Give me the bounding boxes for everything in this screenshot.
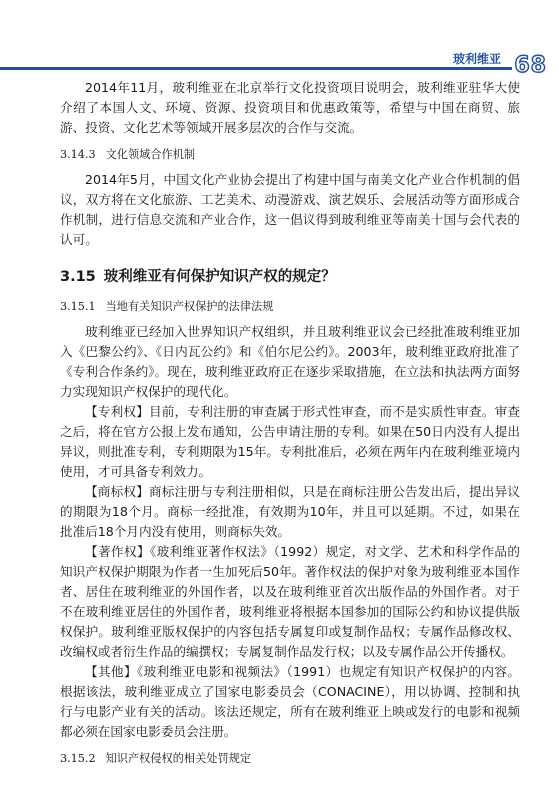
paragraph-patent: 【专利权】目前，专利注册的审查属于形式性审查，而不是实质性审查。审查之后，将在官方公报上发布通知，公告申请注册的专利。如果在50日内没有人提出异议，则批准专利，专利期限为15年。专利批准后，必须在两年内在玻利维亚境内使用，才可具备专利效力。	[60, 404, 520, 479]
heading-number: 3.15.1	[60, 300, 96, 313]
paragraph-other: 【其他】《玻利维亚电影和视频法》（1991）也规定有知识产权保护的内容。根据该法，玻利维亚成立了国家电影委员会（CONACINE），用以协调、控制和执行与电影产业有关的活动。该法还规定，所有在玻利维亚上映或发行的电影和视频都必须在国家电影委员会注册。	[60, 664, 520, 739]
paragraph: 2014年5月，中国文化产业协会提出了构建中国与南美文化产业合作机制的倡议，双方将在文化旅游、工艺美术、动漫游戏、演艺娱乐、会展活动等方面形成合作机制，进行信息交流和产业合作，这一倡议得到玻利维亚等南美十国与会代表的认可。	[60, 172, 520, 247]
section-heading-3-15	[60, 266, 520, 288]
heading-title: 文化领域合作机制	[105, 148, 196, 161]
page-number: 68	[514, 53, 547, 78]
heading-number: 3.15.2	[60, 752, 96, 765]
header-rule	[0, 67, 512, 70]
heading-title: 知识产权侵权的相关处罚规定	[105, 752, 252, 765]
header-country-name: 玻利维亚	[452, 52, 501, 66]
heading-title: 玻利维亚有何保护知识产权的规定？	[103, 269, 336, 285]
subsection-heading-3-14-3	[60, 145, 520, 165]
paragraph-copyright: 【著作权】《玻利维亚著作权法》（1992）规定，对文学、艺术和科学作品的知识产权保护期限为作者一生加死后50年。著作权法的保护对象为玻利维亚本国作者、居住在玻利维亚的外国作者，以及在玻利维亚首次出版作品的外国作者。对于不在玻利维亚居住的外国作者，玻利维亚将根据本国参加的国际公约和协议提供版权保护。玻利维亚版权保护的内容包括专属复印或复制作品权；专属作品修改权、改编权或者衍生作品的编撰权；专属复制作品发行权；以及专属作品公开传播权。	[60, 544, 520, 659]
subsection-heading-3-15-1	[60, 297, 520, 317]
running-header	[0, 0, 559, 80]
heading-number: 3.15	[60, 269, 96, 285]
subsection-heading-3-15-2	[60, 749, 520, 769]
paragraph-trademark: 【商标权】商标注册与专利注册相似，只是在商标注册公告发出后，提出异议的期限为18个月。商标一经批准，有效期为10年，并且可以延期。不过，如果在批准后18个月内没有使用，则商标失效。	[60, 484, 520, 539]
paragraph: 2014年11月，玻利维亚在北京举行文化投资项目说明会，玻利维亚驻华大使介绍了本国人文、环境、资源、投资项目和优惠政策等，希望与中国在商贸、旅游、投资、文化艺术等领域开展多层次的合作与交流。	[60, 80, 520, 135]
heading-title: 当地有关知识产权保护的法律法规	[105, 300, 274, 313]
paragraph: 玻利维亚已经加入世界知识产权组织，并且玻利维亚议会已经批准玻利维亚加入《巴黎公约》、《日内瓦公约》和《伯尔尼公约》。2003年，玻利维亚政府批准了《专利合作条约》。现在，玻利维亚政府正在逐步采取措施，在立法和执法两方面努力实现知识产权保护的现代化。	[60, 324, 520, 399]
heading-number: 3.14.3	[60, 148, 96, 161]
page-body	[60, 78, 520, 774]
